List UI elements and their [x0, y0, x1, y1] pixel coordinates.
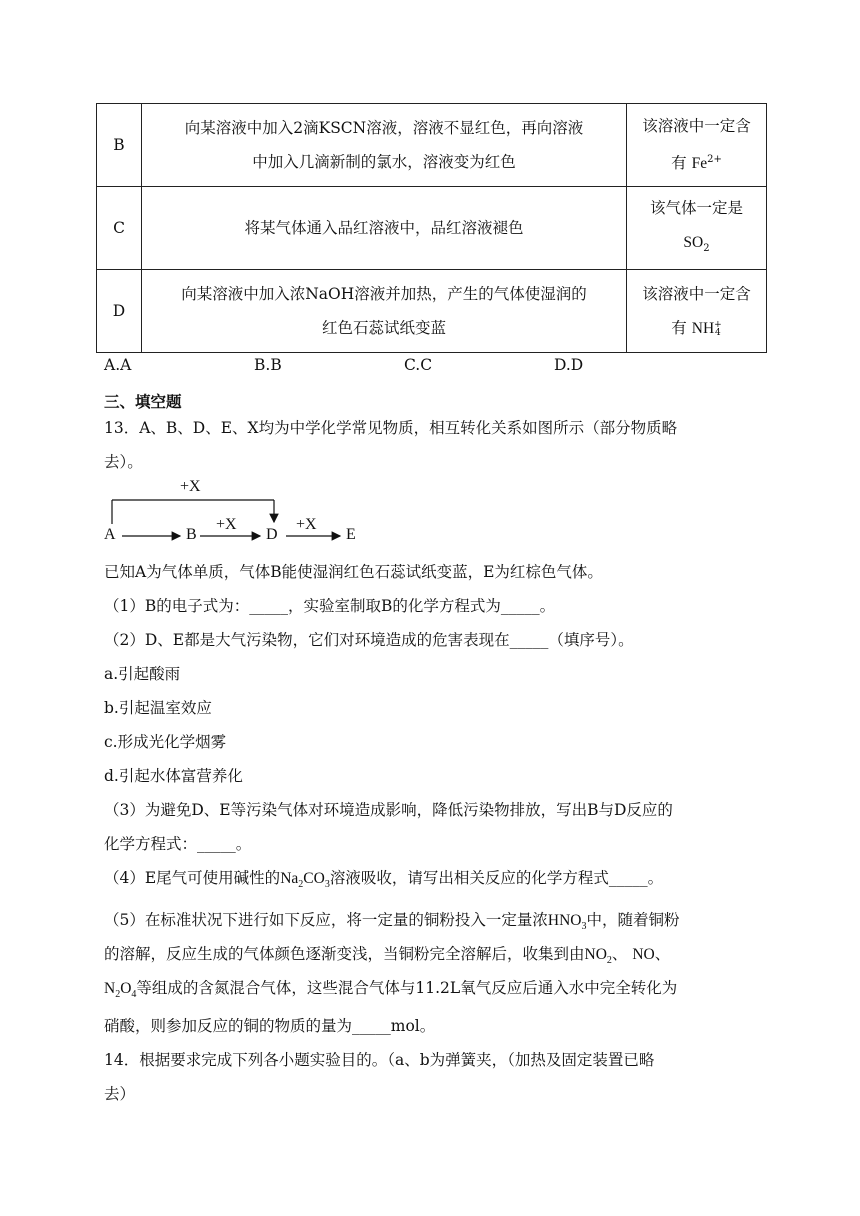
de-reagent-label: +X — [296, 516, 317, 533]
section-title: 三、填空题 — [104, 393, 182, 411]
diagram-arrows — [100, 476, 370, 548]
q13-part1: （1）B的电子式为：_____，实验室制取B的化学方程式为_____。 — [104, 597, 556, 615]
q13-intro-line2: 去）。 — [104, 453, 143, 471]
q13-part4: （4）E尾气可使用碱性的$Na_2CO_3$溶液吸收，请写出相关反应的化学方程式_____。 — [104, 869, 664, 890]
choice-a: A.A — [104, 356, 132, 374]
node-a: A — [104, 526, 116, 543]
node-d: D — [266, 526, 278, 543]
q13-part3-line2: 化学方程式：_____。 — [104, 835, 252, 853]
row-letter: B — [97, 104, 142, 187]
choice-b: B.B — [254, 356, 282, 374]
bd-reagent-label: +X — [216, 516, 237, 533]
q13-part5-line3: $N_2O_4$等组成的含氮混合气体，这些混合气体与11.2L氧气反应后通入水中完全转化为 — [104, 979, 678, 1000]
desc-line: 向某溶液中加入2滴KSCN溶液，溶液不显红色，再向溶液 — [184, 119, 584, 137]
row-letter: D — [97, 270, 142, 353]
choice-c: C.C — [404, 356, 433, 374]
conversion-diagram — [100, 476, 370, 548]
choice-d: D.D — [554, 356, 584, 374]
row-conclusion — [627, 270, 767, 353]
concl-line: $SO_2$ — [683, 233, 710, 254]
concl-line: 有 $Fe^{2+}$ — [671, 153, 722, 173]
options-table — [96, 103, 767, 353]
row-description — [142, 104, 627, 187]
q13-known-info: 已知A为气体单质，气体B能使湿润红色石蕊试纸变蓝，E为红棕色气体。 — [104, 563, 603, 581]
node-e: E — [346, 526, 356, 543]
q13-part5-line1: （5）在标准状况下进行如下反应，将一定量的铜粉投入一定量浓$HNO_3$中，随着铜粉 — [104, 911, 680, 932]
table-row-c — [97, 187, 767, 270]
q14-line1: 14．根据要求完成下列各小题实验目的。（a、b为弹簧夹，（加热及固定装置已略 — [104, 1051, 655, 1069]
concl-line: 该溶液中一定含 — [642, 284, 751, 303]
node-b: B — [186, 526, 197, 543]
top-reagent-label: +X — [180, 478, 201, 495]
q13-option-d: d.引起水体富营养化 — [104, 767, 243, 785]
row-conclusion — [627, 104, 767, 187]
q13-part3-line1: （3）为避免D、E等污染气体对环境造成影响，降低污染物排放，写出B与D反应的 — [104, 801, 673, 819]
q14-line2: 去） — [104, 1085, 136, 1103]
q13-option-c: c.形成光化学烟雾 — [104, 733, 227, 751]
answer-choices — [104, 356, 624, 376]
row-description — [142, 187, 627, 270]
desc-line: 中加入几滴新制的氯水，溶液变为红色 — [252, 153, 516, 171]
desc-line: 将某气体通入品红溶液中，品红溶液褪色 — [244, 219, 524, 237]
q13-option-b: b.引起温室效应 — [104, 699, 212, 717]
row-description — [142, 270, 627, 353]
desc-line: 向某溶液中加入浓NaOH溶液并加热，产生的气体使湿润的 — [181, 285, 587, 303]
q13-part2: （2）D、E都是大气污染物，它们对环境造成的危害表现在_____（填序号）。 — [104, 631, 634, 649]
desc-line: 红色石蕊试纸变蓝 — [321, 319, 446, 337]
q13-part5-line2: 的溶解，反应生成的气体颜色逐渐变浅，当铜粉完全溶解后，收集到由$NO_2$、 NO、 — [104, 945, 671, 966]
table-row-d — [97, 270, 767, 353]
concl-line: 有 NH + 4 — [671, 318, 722, 338]
concl-line: 该溶液中一定含 — [642, 116, 751, 135]
q13-part5-line4: 硝酸，则参加反应的铜的物质的量为_____mol。 — [104, 1017, 436, 1035]
row-conclusion — [627, 187, 767, 270]
q13-option-a: a.引起酸雨 — [104, 665, 181, 683]
row-letter: C — [97, 187, 142, 270]
q13-intro-line1: 13．A、B、D、E、X均为中学化学常见物质，相互转化关系如图所示（部分物质略 — [104, 419, 678, 437]
table-row-b — [97, 104, 767, 187]
concl-line: 该气体一定是 — [649, 198, 743, 217]
